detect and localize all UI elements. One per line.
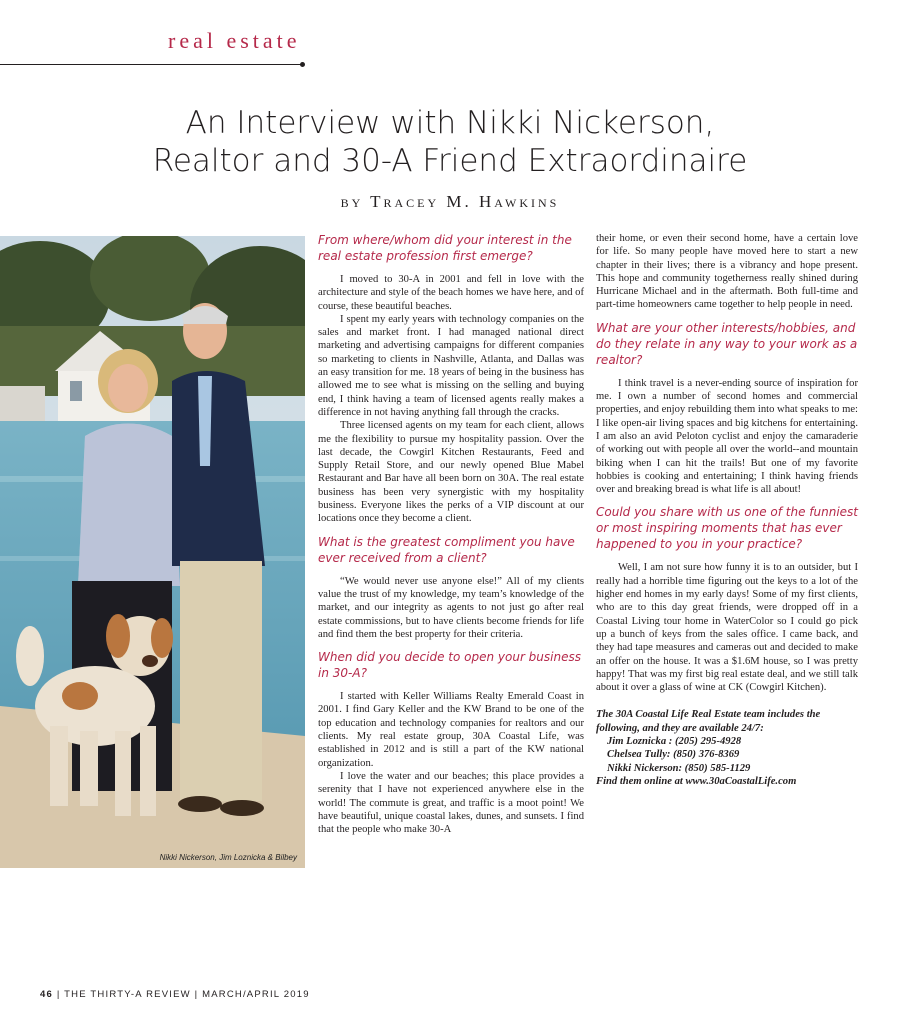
page-number: 46: [40, 989, 53, 1000]
paragraph: I think travel is a never-ending source of inspiration for me. I own a number of second homes and commercial properties, and enjoy rebuilding them into what speaks to me: I like open-air living spaces and big kitchens for entertaining. I am also an avid Peloton cyclist and enjoy the camaraderie of working out with people all over the world--and mountain biking when I can hit the trails! But one of my favorite hobbies is cooking and entertaining; I think having friends over and breaking bread is what life is all about!: [596, 377, 858, 496]
question-heading: From where/whom did your interest in the real estate profession first emerge?: [318, 233, 572, 263]
contact-intro: The 30A Coastal Life Real Estate team includes the following, and they are available 24/7:: [596, 709, 821, 734]
paragraph: Well, I am not sure how funny it is to an outsider, but I really had a horrible time figuring out the keys to a lot of the higher end homes in my early days! Some of my first clients, who are to this day great friends, were dropped off in a Coastal Living tour home in WaterColor so I could go pick up a bunch of keys from the sales office. I came back, and they had tape measures and cameras out and decided to make an offer on the house. It was a $1.6M house, so I was pretty happy! That was my first big real estate deal, and we still talk about it over a glass of wine at CK (Cowgirl Kitchen).: [596, 562, 858, 694]
section-rule-dot: [300, 62, 305, 67]
page-footer: [40, 989, 310, 1000]
question-heading: What is the greatest compliment you have ever received from a client?: [318, 534, 575, 565]
contact-website: Find them online at www.30aCoastalLife.com: [596, 775, 797, 787]
article-photo: [0, 236, 305, 868]
article-title: [0, 104, 900, 180]
paragraph: Three licensed agents on my team for each client, allows me the flexibility to pursue my hospitality passion. Over the last decade, the Cowgirl Kitchen Restaurants, Feed and Supply Retail Store, and our newly opened Blue Mabel Restaurant and Bar have all been born on 30A. The real estate business has been very synergistic with my hospitality business. Everyone likes the perks of a VIP discount at our locations once they become a client.: [318, 420, 584, 525]
paragraph: I love the water and our beaches; this place provides a serenity that I have not experienced anywhere else in the world! The commute is great, and traffic is a moot point! We have beautiful, unique coastal lakes, dunes, and sunsets. I find that the people who make 30-A: [318, 770, 584, 836]
title-line-2: Realtor and 30-A Friend Extraordinaire: [152, 143, 748, 179]
section-label: real estate: [168, 28, 301, 53]
contact-line: Nikki Nickerson: (850) 585-1129: [607, 762, 751, 774]
publication-name: THE THIRTY-A REVIEW: [64, 989, 191, 1000]
paragraph: I started with Keller Williams Realty Emerald Coast in 2001. I find Gary Keller and the KW Brand to be one of the top education and technology companies for realtors and our clients. My real estate group, 30A Coastal Life, was established in 2012 and is still a part of the KW national organization.: [318, 691, 584, 769]
byline-author: Tracey M. Hawkins: [370, 192, 560, 211]
photo-caption: Nikki Nickerson, Jim Loznicka & Bilbey: [159, 853, 297, 862]
footer-separator: |: [56, 989, 61, 1000]
paragraph: “We would never use anyone else!” All of my clients value the trust of my knowledge, my team’s knowledge of the market, and our integrity as agents to not just go after real estate commissions, but to have clients become friends for life and find them the best property for their criteria.: [318, 575, 584, 640]
question-heading: What are your other interests/hobbies, and do they relate in any way to your work as a realtor?: [596, 320, 858, 367]
article-column-1: [318, 232, 584, 836]
byline-prefix: BY: [340, 196, 364, 210]
contact-box: [596, 708, 858, 788]
question-heading: Could you share with us one of the funniest or most inspiring moments that has ever happened to you in your practice?: [596, 505, 858, 552]
paragraph: their home, or even their second home, have a certain love for life. So many people have moved here to start a new chapter in their lives; there is a vibrancy and hope present. This hope and community togetherness really shined during Hurricane Michael and in the aftermath. Both full-time and part-time homeowners came together to help people in need.: [596, 233, 858, 311]
photo-illustration: [0, 236, 305, 868]
byline: [0, 192, 900, 212]
paragraph: I spent my early years with technology companies on the sales and market front. I had managed national direct marketing and advertising campaigns for different companies so marketing to clients in Nashville, Atlanta, and Dallas was an easy transition for me. 18 years of being in the business has allowed me to see what is missing on the selling and buying end, I think having a team of licensed agents really makes a difference in not having anything fall through the cracks.: [318, 313, 584, 418]
article-column-2: [596, 232, 858, 788]
contact-line: Jim Loznicka : (205) 295-4928: [607, 736, 742, 748]
footer-separator: |: [194, 989, 199, 1000]
section-rule: [0, 64, 302, 65]
paragraph: I moved to 30-A in 2001 and fell in love with the architecture and style of the beach homes we have here, and of course, these beautiful beaches.: [318, 274, 584, 312]
issue-date: MARCH/APRIL 2019: [202, 989, 310, 1000]
title-line-1: An Interview with Nikki Nickerson,: [185, 105, 715, 141]
question-heading: When did you decide to open your business in 30-A?: [318, 650, 581, 681]
contact-line: Chelsea Tully: (850) 376-8369: [607, 749, 740, 761]
